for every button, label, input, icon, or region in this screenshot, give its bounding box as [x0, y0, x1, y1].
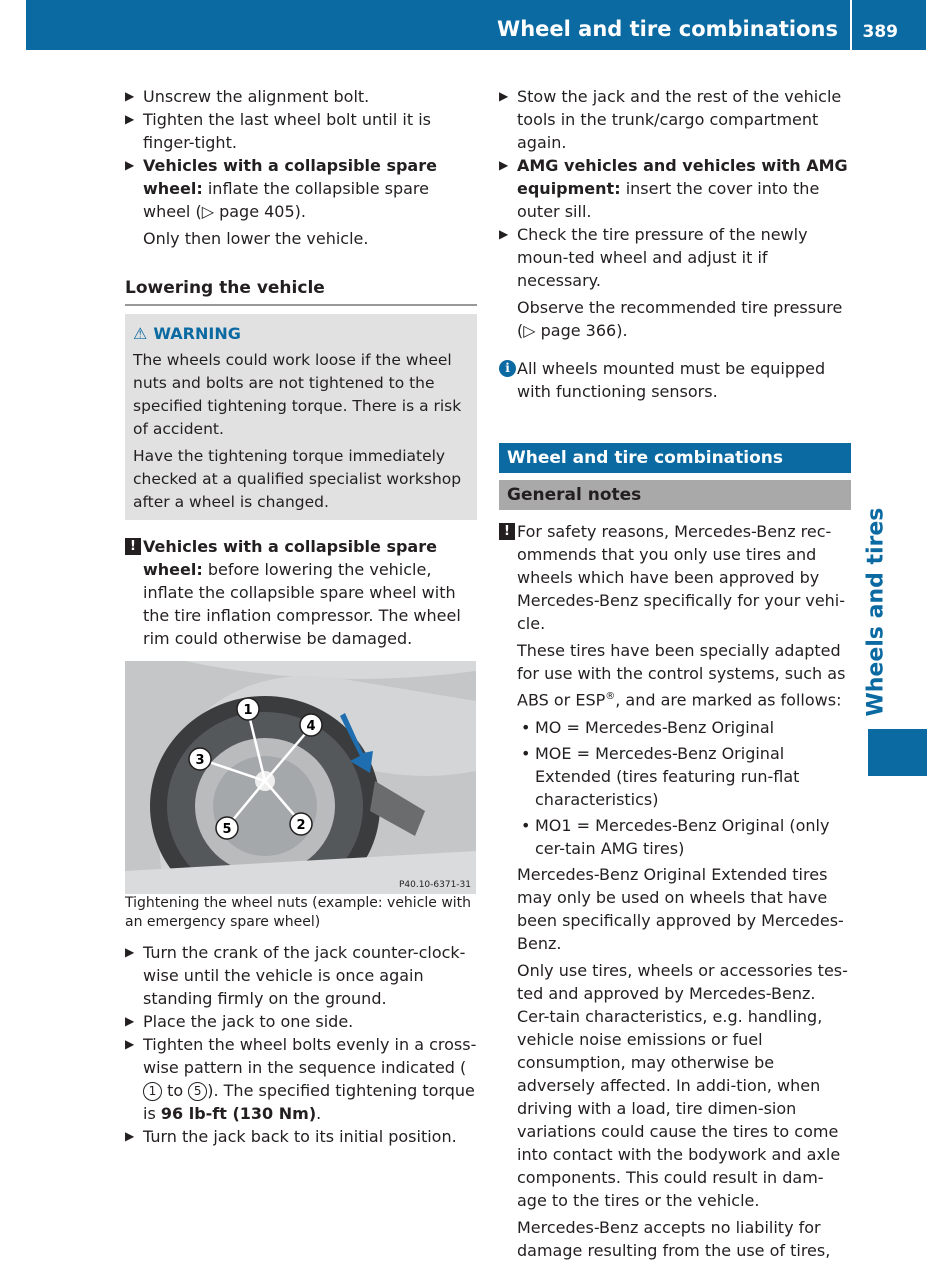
step-collapsible: ▶ Vehicles with a collapsible spare wheel: inflate the collapsible spare wheel (▷ page 405). [125, 156, 437, 221]
figure-label-1: 1 [243, 703, 253, 718]
exclamation-icon: ! [499, 523, 515, 540]
side-tab [863, 507, 892, 720]
step-tighten-bolts: ▶ Tighten the wheel bolts evenly in a cross-wise pattern in the sequence indicated (1 to 5 ). The specified tightening torque is 96 lb-ft (130 Nm). [125, 1035, 477, 1123]
arrow-icon: ▶ [499, 158, 509, 172]
arrow-icon: ▶ [125, 945, 135, 959]
side-tab-marker [868, 729, 927, 776]
warning-box [125, 314, 477, 520]
step-check-pressure: ▶ Check the tire pressure of the newly moun-ted wheel and adjust it if necessary. [499, 225, 808, 290]
para-only-use: Only use tires, wheels or accessories tes-ted and approved by Mercedes-Benz. Cer-tain characteristics, e.g. handling, vehicle noise emissions or fuel consumption, may otherwise be adversely affected. In addi-tion, when driving with a load, tire dimen-sion variations could cause the tires to come into contact with the bodywork and axle components. This could result in dam-age to the tires or the vehicle. [517, 961, 848, 1211]
notice-collapsible: ! Vehicles with a collapsible spare wheel: before lowering the vehicle, inflate the collapsible spare wheel with the tire inflation compressor. The wheel rim could otherwise be damaged. [125, 535, 477, 650]
tire-marking-list [499, 716, 851, 860]
wheel-nuts-figure [125, 661, 476, 894]
wheel-illustration [125, 661, 476, 894]
figure-caption: Tightening the wheel nuts (example: vehicle with an emergency spare wheel) [125, 895, 472, 930]
arrow-icon: ▶ [499, 89, 509, 103]
right-column [499, 85, 851, 1262]
info-sensors: i All wheels mounted must be equipped with functioning sensors. [499, 357, 851, 403]
circled-number-5: 5 [188, 1082, 207, 1101]
step-jack-back: ▶ Turn the jack back to its initial position. [125, 1127, 457, 1146]
step-stow-jack: ▶ Stow the jack and the rest of the vehicle tools in the trunk/cargo compartment again. [499, 87, 842, 152]
warning-title: ⚠ WARNING [133, 324, 241, 343]
list-item: • MO1 = Mercedes-Benz Original (only cer-tain AMG tires) [517, 814, 851, 860]
header-separator [850, 0, 852, 50]
para-extended: Mercedes-Benz Original Extended tires may only be used on wheels that have been specifically approved by Mercedes-Benz. [517, 865, 844, 954]
side-tab-label: Wheels and tires [863, 507, 889, 717]
warning-text-2: Have the tightening torque immediately checked at a qualified specialist workshop after a wheel is changed. [133, 447, 462, 511]
step-place-jack: ▶ Place the jack to one side. [125, 1012, 354, 1031]
warning-text-1: The wheels could work loose if the wheel nuts and bolts are not tightened to the specified tightening torque. There is a risk of accident. [133, 351, 462, 438]
circled-number-1: 1 [143, 1082, 162, 1101]
step-tighten-last: ▶ Tighten the last wheel bolt until it is finger-tight. [125, 110, 431, 152]
list-item: • MOE = Mercedes-Benz Original Extended (tires featuring run-flat characteristics) [517, 742, 851, 811]
step-amg-cover: ▶ AMG vehicles and vehicles with AMG equipment: insert the cover into the outer sill. [499, 156, 848, 221]
warning-triangle-icon: ⚠ [133, 324, 148, 343]
exclamation-icon: ! [125, 538, 141, 555]
arrow-icon: ▶ [499, 227, 509, 241]
figure-label-4: 4 [306, 719, 316, 734]
header-title: Wheel and tire combinations [497, 17, 838, 41]
para-adapted: These tires have been specially adapted for use with the control systems, such as ABS or ESP®, and are marked as follows: [517, 641, 846, 710]
arrow-icon: ▶ [125, 89, 135, 103]
figure-label-5: 5 [222, 822, 232, 837]
figure-code: P40.10-6371-31 [398, 880, 471, 890]
arrow-icon: ▶ [125, 1037, 135, 1051]
arrow-icon: ▶ [125, 158, 135, 172]
list-item: • MO = Mercedes-Benz Original [517, 716, 851, 739]
figure-label-2: 2 [296, 818, 306, 833]
step-turn-crank: ▶ Turn the crank of the jack counter-clock-wise until the vehicle is once again standing firmly on the ground. [125, 943, 466, 1008]
figure-label-3: 3 [195, 753, 205, 768]
notice-safety: ! For safety reasons, Mercedes-Benz rec-ommends that you only use tires and wheels which have been approved by Mercedes-Benz specifically for your vehi-cle. [499, 520, 851, 635]
info-icon: i [499, 360, 516, 377]
step-observe-pressure: Observe the recommended tire pressure (▷ page 366). [517, 298, 843, 340]
section-heading-lowering: Lowering the vehicle [125, 277, 477, 306]
arrow-icon: ▶ [125, 112, 135, 126]
section-bar-wheel-tire: Wheel and tire combinations [499, 443, 851, 473]
step-unscrew: ▶ Unscrew the alignment bolt. [125, 87, 370, 106]
arrow-icon: ▶ [125, 1129, 135, 1143]
step-followup: Only then lower the vehicle. [143, 229, 369, 248]
subsection-bar-general-notes: General notes [499, 480, 851, 510]
para-liability: Mercedes-Benz accepts no liability for damage resulting from the use of tires, [517, 1218, 831, 1261]
arrow-icon: ▶ [125, 1014, 135, 1028]
left-column [125, 85, 477, 1148]
page-number: 389 [862, 22, 898, 42]
page-header [26, 0, 926, 50]
